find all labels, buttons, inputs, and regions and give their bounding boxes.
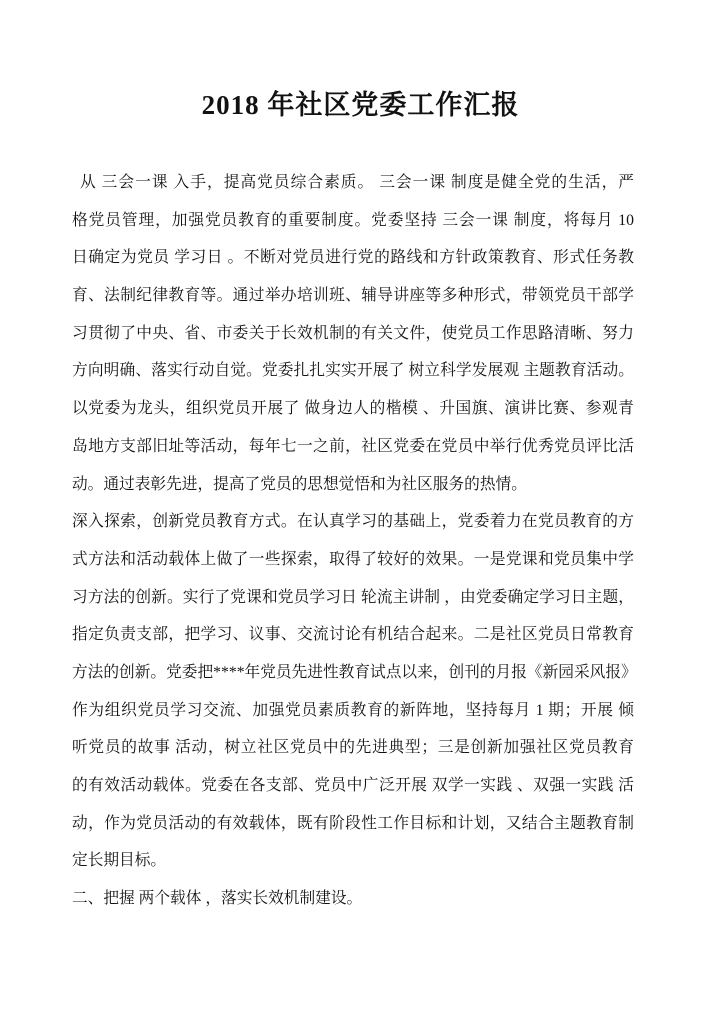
- document-line: 动，作为党员活动的有效载体，既有阶段性工作目标和计划，又结合主题教育制: [72, 814, 634, 832]
- document-line: 作为组织党员学习交流、加强党员素质教育的新阵地，坚持每月 1 期；开展 倾: [72, 701, 634, 719]
- document-line: 听党员的故事 活动，树立社区党员中的先进典型；三是创新加强社区党员教育: [72, 739, 634, 757]
- document-line: 习贯彻了中央、省、市委关于长效机制的有关文件，使党员工作思路清晰、努力: [72, 324, 634, 342]
- document-line: 定长期目标。: [72, 852, 167, 870]
- document-line: 方向明确、落实行动自觉。党委扎扎实实开展了 树立科学发展观 主题教育活动。: [72, 362, 634, 380]
- document-line: 动。通过表彰先进，提高了党员的思想觉悟和为社区服务的热情。: [72, 475, 527, 493]
- document-line: 岛地方支部旧址等活动，每年七一之前，社区党委在党员中举行优秀党员评比活: [72, 437, 634, 455]
- document-line: 的有效活动载体。党委在各支部、党员中广泛开展 双学一实践 、双强一实践 活: [72, 777, 634, 794]
- document-line: 以党委为龙头，组织党员开展了 做身边人的楷模 、升国旗、演讲比赛、参观青: [72, 400, 634, 418]
- document-line: 方法的创新。党委把****年党员先进性教育试点以来，创刊的月报《新园采风报》: [72, 663, 637, 681]
- document-line: 格党员管理，加强党员教育的重要制度。党委坚持 三会一课 制度，将每月 10: [72, 211, 634, 229]
- document-line: 深入探索，创新党员教育方式。在认真学习的基础上，党委着力在党员教育的方: [72, 513, 634, 531]
- document-line: 日确定为党员 学习日 。不断对党员进行党的路线和方针政策教育、形式任务教: [72, 249, 634, 267]
- document-line: 育、法制纪律教育等。通过举办培训班、辅导讲座等多种形式，带领党员干部学: [72, 287, 634, 305]
- document-line: 式方法和活动载体上做了一些探索，取得了较好的效果。一是党课和党员集中学: [72, 550, 634, 568]
- document-line: 习方法的创新。实行了党课和党员学习日 轮流主讲制 ，由党委确定学习日主题，: [72, 588, 634, 606]
- document-line: 二、把握 两个载体 ，落实长效机制建设。: [72, 890, 363, 908]
- document-body: [72, 164, 637, 918]
- document-line: 从 三会一课 入手，提高党员综合素质。 三会一课 制度是健全党的生活，严: [80, 174, 634, 191]
- document-title: 2018 年社区党委工作汇报: [201, 90, 520, 120]
- document-line: 指定负责支部，把学习、议事、交流讨论有机结合起来。二是社区党员日常教育: [72, 626, 634, 644]
